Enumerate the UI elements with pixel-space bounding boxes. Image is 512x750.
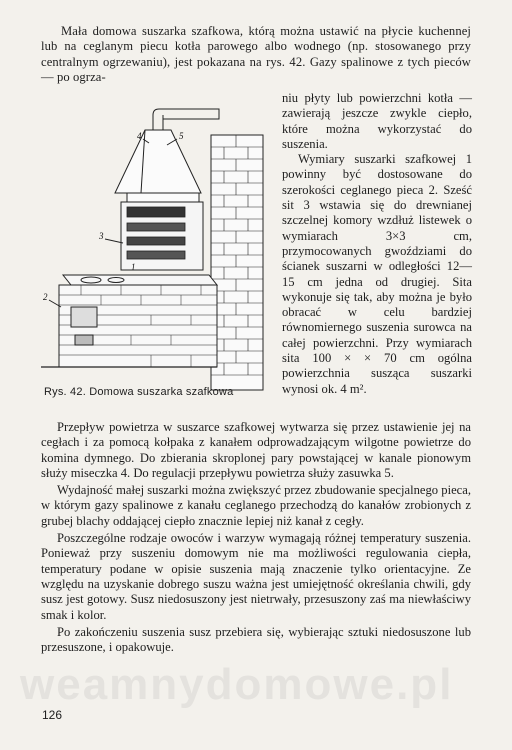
figure-label-5: 5 <box>179 131 184 141</box>
body-text <box>41 420 471 657</box>
paragraph-finishing: Po zakończeniu suszenia susz przebiera się, wybierając sztuki niedosuszone lub przesuszone, i opakowuje. <box>41 624 471 655</box>
figure-label-3: 3 <box>99 231 104 241</box>
page-number: 126 <box>42 708 63 722</box>
figure-label-4: 4 <box>137 131 142 141</box>
right-column-text <box>282 91 472 397</box>
intro-paragraph: Mała domowa suszarka szafkowa, którą można ustawić na płycie kuchennej lub na ceglanym piecu kotła parowego albo wodnego (np. stosowanego przy centralnym ogrzewaniu), jest pokazana na rys. 42. Gazy spalinowe z tych pieców — po ogrza- <box>41 24 471 84</box>
watermark: weamnydomowe.pl <box>20 660 454 709</box>
right-column-p2: Wymiary suszarki szafkowej 1 powinny być dostosowane do szerokości ceglanego pieca 2. Sześć sit 3 wstawia się do drewnianej szczelnej komory wzdłuż listewek o wymiarach 3×3 cm, przymocowanych gwoździami do ścianek suszarni w odległości 12—15 cm jedna od drugiej. Sita wykonuje się tak, aby można je było obracać w celu bardziej równomiernego suszenia surowca na całej powierzchni. Przy wymiarach sita 100 × × 70 cm ogólna powierzchnia susząca suszarki wynosi ok. 4 m². <box>282 152 472 396</box>
figure-label-1: 1 <box>131 262 136 272</box>
paragraph-airflow: Przepływ powietrza w suszarce szafkowej wytwarza się przez ustawienie jej na cegłach i za pomocą kołpaka z kanałem odprowadzającym wilgotne powietrze do komina dymnego. Do zbierania skroplonej pary powstającej w kanale pionowym służy miseczka 4. Do regulacji przepływu powietrza służy zasuwka 5. <box>41 420 471 480</box>
paragraph-capacity: Wydajność małej suszarki można zwiększyć przez zbudowanie specjalnego pieca, w którym gazy spalinowe z kanału ceglanego przechodzą do kanałów zrobionych z grubej blachy oddającej ciepło znacznie lepiej niż kanał z cegły. <box>41 483 471 528</box>
figure-caption: Rys. 42. Domowa suszarka szafkowa <box>44 386 234 398</box>
right-column-p1: niu płyty lub powierzchni kotła — zawierają jeszcze zwykle ciepło, które można wykorzystać do suszenia. <box>282 91 472 151</box>
paragraph-temperature: Poszczególne rodzaje owoców i warzyw wymagają różnej temperatury suszenia. Ponieważ przy suszeniu domowym nie ma możliwości regulowania ciepła, temperatury podane w opisie suszenia mają znaczenie tylko orientacyjne. Ze względu na uzyskanie dobrego suszu ważna jest umiejętność określania chwili, gdy susz jest gotowy. Susz niedosuszony jest nietrwały, przesuszony zaś ma niewłaściwy smak i kolor. <box>41 531 471 622</box>
figure-label-2: 2 <box>43 292 48 302</box>
figure-drying-cabinet <box>41 95 279 395</box>
